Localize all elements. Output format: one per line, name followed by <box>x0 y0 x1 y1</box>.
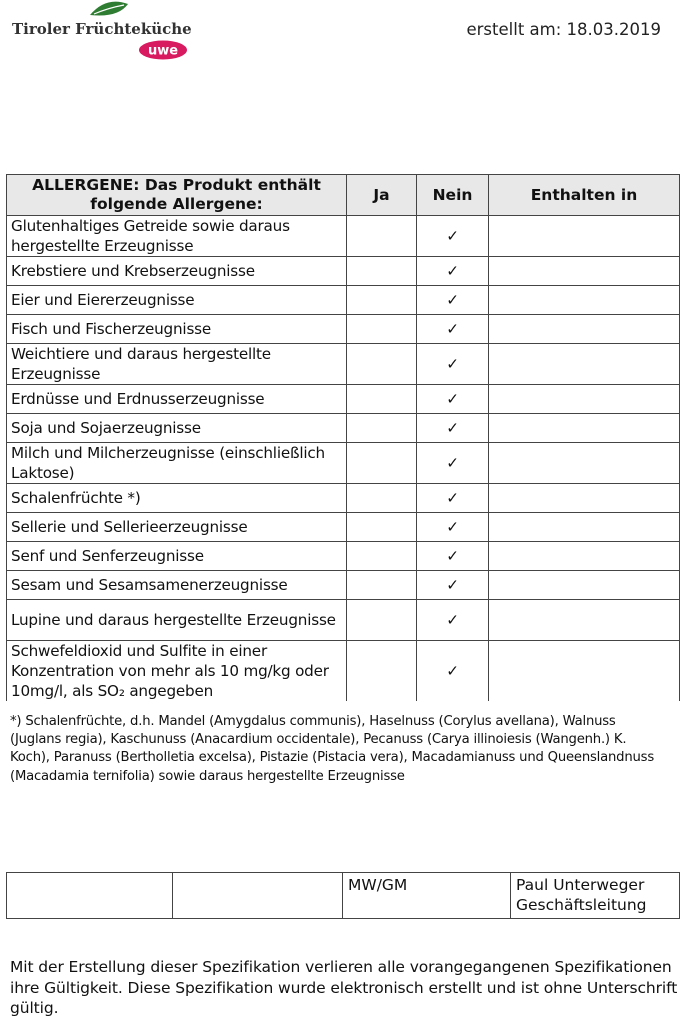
nein-checkmark: ✓ <box>417 443 489 484</box>
table-row <box>7 216 680 257</box>
allergen-name: Krebstiere und Krebserzeugnisse <box>7 257 347 286</box>
allergen-name: Erdnüsse und Erdnusserzeugnisse <box>7 385 347 414</box>
allergen-name: Glutenhaltiges Getreide sowie daraus hergestellte Erzeugnisse <box>7 216 347 257</box>
header-no: Nein <box>417 175 489 216</box>
ja-cell <box>347 286 417 315</box>
leaf-icon <box>88 0 130 18</box>
table-row <box>7 315 680 344</box>
nein-checkmark: ✓ <box>417 600 489 641</box>
nein-checkmark: ✓ <box>417 571 489 600</box>
allergen-name: Milch und Milcherzeugnisse (einschließlich Laktose) <box>7 443 347 484</box>
ja-cell <box>347 513 417 542</box>
ja-cell <box>347 571 417 600</box>
contained-in-cell <box>489 315 680 344</box>
contained-in-cell <box>489 641 680 702</box>
table-row <box>7 513 680 542</box>
ja-cell <box>347 216 417 257</box>
allergen-name: Sellerie und Sellerieerzeugnisse <box>7 513 347 542</box>
allergen-name: Lupine und daraus hergestellte Erzeugnisse <box>7 600 347 641</box>
uwe-badge <box>138 40 188 60</box>
nein-checkmark: ✓ <box>417 315 489 344</box>
nein-checkmark: ✓ <box>417 344 489 385</box>
allergen-name: Weichtiere und daraus hergestellte Erzeugnisse <box>7 344 347 385</box>
allergen-name: Schwefeldioxid und Sulfite in einer Konzentration von mehr als 10 mg/kg oder 10mg/l, als SO₂ angegeben <box>7 641 347 702</box>
ja-cell <box>347 542 417 571</box>
company-logo <box>12 0 192 62</box>
ja-cell <box>347 484 417 513</box>
brand-name: Tiroler Früchteküche <box>12 20 192 38</box>
allergen-name: Soja und Sojaerzeugnisse <box>7 414 347 443</box>
signatory-cell: Paul Unterweger Geschäftsleitung <box>511 873 680 919</box>
table-row <box>7 641 680 702</box>
header-allergens: ALLERGENE: Das Produkt enthält folgende Allergene: <box>7 175 347 216</box>
nein-checkmark: ✓ <box>417 484 489 513</box>
table-row <box>7 344 680 385</box>
contained-in-cell <box>489 542 680 571</box>
table-row <box>7 443 680 484</box>
nein-checkmark: ✓ <box>417 641 489 702</box>
signature-cell-2 <box>173 873 343 919</box>
allergen-name: Schalenfrüchte *) <box>7 484 347 513</box>
allergen-name: Fisch und Fischerzeugnisse <box>7 315 347 344</box>
contained-in-cell <box>489 600 680 641</box>
allergen-name: Eier und Eiererzeugnisse <box>7 286 347 315</box>
created-date: erstellt am: 18.03.2019 <box>466 20 661 39</box>
ja-cell <box>347 443 417 484</box>
header-yes: Ja <box>347 175 417 216</box>
signature-table <box>6 872 680 919</box>
table-row <box>7 385 680 414</box>
badge-text: uwe <box>147 43 179 59</box>
contained-in-cell <box>489 216 680 257</box>
contained-in-cell <box>489 484 680 513</box>
nein-checkmark: ✓ <box>417 542 489 571</box>
contained-in-cell <box>489 414 680 443</box>
nein-checkmark: ✓ <box>417 257 489 286</box>
ja-cell <box>347 344 417 385</box>
ja-cell <box>347 385 417 414</box>
allergen-name: Senf und Senferzeugnisse <box>7 542 347 571</box>
contained-in-cell <box>489 385 680 414</box>
contained-in-cell <box>489 257 680 286</box>
contained-in-cell <box>489 571 680 600</box>
nein-checkmark: ✓ <box>417 385 489 414</box>
initials-cell: MW/GM <box>343 873 511 919</box>
table-row <box>7 571 680 600</box>
nut-footnote: *) Schalenfrüchte, d.h. Mandel (Amygdalus communis), Haselnuss (Corylus avellana), Walnuss (Juglans regia), Kaschunuss (Anacardium occidentale), Pecanuss (Carya illinoiesis (Wangenh.) K. Koch), Paranuss (Bertholletia excelsa), Pistazie (Pistacia vera), Macadamianuss und Queenslandnuss (Macadamia ternifolia) sowie daraus hergestellte Erzeugnisse <box>10 714 654 784</box>
validity-note: Mit der Erstellung dieser Spezifikation verlieren alle vorangegangenen Spezifikationen ihre Gültigkeit. Diese Spezifikation wurde elektronisch erstellt und ist ohne Unterschrift gültig. <box>10 958 678 1017</box>
contained-in-cell <box>489 513 680 542</box>
ja-cell <box>347 315 417 344</box>
nein-checkmark: ✓ <box>417 513 489 542</box>
contained-in-cell <box>489 443 680 484</box>
table-row <box>7 257 680 286</box>
table-row <box>7 542 680 571</box>
nein-checkmark: ✓ <box>417 414 489 443</box>
contained-in-cell <box>489 286 680 315</box>
signature-row <box>7 873 680 919</box>
header-contained-in: Enthalten in <box>489 175 680 216</box>
ja-cell <box>347 600 417 641</box>
contained-in-cell <box>489 344 680 385</box>
nein-checkmark: ✓ <box>417 286 489 315</box>
allergen-table <box>6 174 680 701</box>
ja-cell <box>347 414 417 443</box>
table-row <box>7 600 680 641</box>
ja-cell <box>347 641 417 702</box>
nein-checkmark: ✓ <box>417 216 489 257</box>
allergen-name: Sesam und Sesamsamenerzeugnisse <box>7 571 347 600</box>
table-row <box>7 414 680 443</box>
table-row <box>7 484 680 513</box>
table-header-row <box>7 175 680 216</box>
ja-cell <box>347 257 417 286</box>
signature-cell-1 <box>7 873 173 919</box>
table-row <box>7 286 680 315</box>
